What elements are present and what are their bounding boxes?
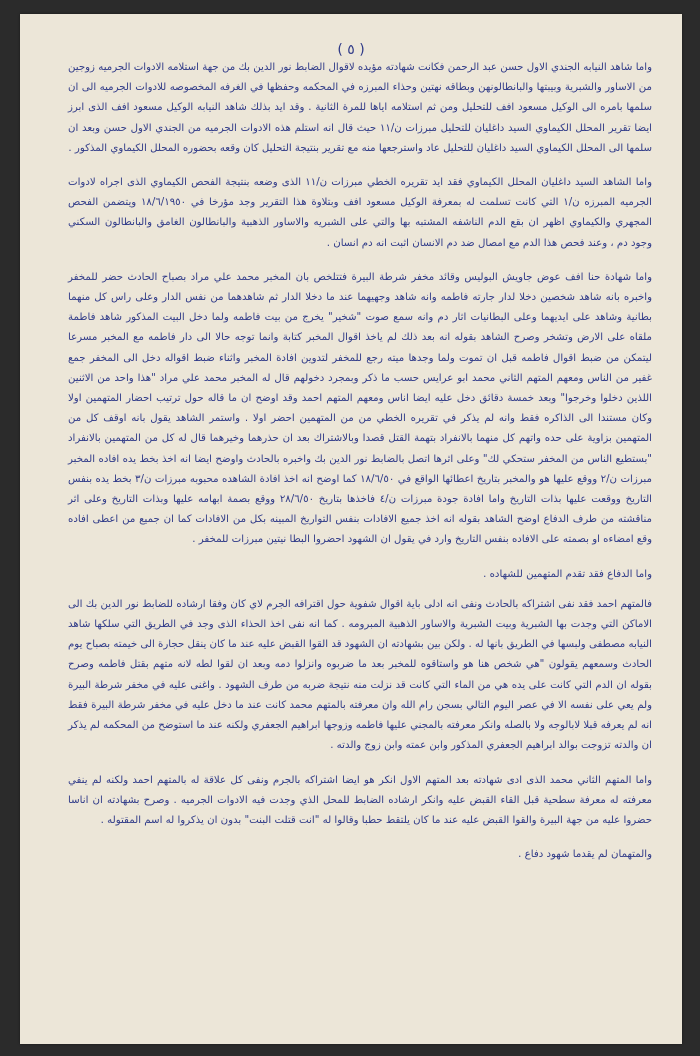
page-number: ( ٥ )	[337, 42, 365, 58]
document-body	[68, 58, 652, 875]
paragraph-accused-ahmad: فالمتهم احمد فقد نفى اشتراكه بالحادث ونفى انه ادلى باية اقوال شفوية حول اقترافه الجرم لاي كان وفقا ارشاده للضابط نور الدين بك الى الاماكن التي وجدت بها الشبرية وبيت الشبرية والاساور الذهبية المبرومه . كما انه نفى اخذ الحذاء الذى وجد في الطريق التي سلكها شاهد النيابه مصطفى ولبسها في الطريق بانها له . ولكن بين بشهادته ان الشهود قد القوا القبض عليه عند ما كان ينقل حجارة الى خيمته بصباح يوم الحادث وسمعهم يقولون "هي شخص هنا هو واستاقوه للمخبر بعد ما ضربوه وانزلوا دمه وبعد ان لقوا لطه لانه متهم بقتل فاطمه وصرح بقوله ان الدم التي كانت على يده هي من الماء التي كانت قد نزلت منه نتيجة ضربه من طرف الشهود . واغنى عليه في مخفر شرطة البيرة ولم يعي على نفسه الا في عصر اليوم التالي بسجن رام الله وان معرفته بالمتهم محمد كانت عند ما دخل عليه في مخفر شرطة البيرة فقط انه لم يعرفه قبلا لابالوجه ولا بالصله وانكر معرفته بالمجني عليها فاطمه وزوجها ابراهيم الجعفري ولكنه عند ما استوضح من المحكمه لم يذكر ان والدته تزوجت بوالد ابراهيم الجعفري المذكور وابن عمته وابن زوج والدته .	[68, 598, 652, 752]
paragraph-witness-soldier: واما شاهد النيابه الجندي الاول حسن عبد الرحمن فكانت شهادته مؤيده لاقوال الضابط نور الدين بك من جهة استلامه الادوات الجرميه زوجين من الاساور والشبرية وبيبتها والبانطالونهن وبطاقه نهتين وحذاء المبرزه في المحكمه وحفظها في الغرفه المخصوصه للادوات الجرميه الى ان سلمها بامره الى الوكيل مسعود افف للتحليل ومن ثم استلامه اياها للمرة الثانية . وقد ايد بذلك شاهد النيابه الوكيل مسعود افف الذى ابرز ايضا تقرير المحلل الكيماوي السيد داغليان للتحليل مبرزات ن/١١ حيث قال انه استلم هذه الادوات الجرميه من الجندي الاول حسن وبعد ان سلمها الى المحلل الكيماوي السيد داغليان للتحليل عاد واسترجعها منه مع تقرير بنتيجة التحليل كان وقعه بحضوره المحلل الكيماوي المذكور .	[68, 62, 652, 154]
paragraph-accused-mohammad: واما المتهم الثاني محمد الذى ادى شهادته بعد المتهم الاول انكر هو ايضا اشتراكه بالجرم ونفى كل علاقة له بالمتهم احمد ولكنه لم ينفي معرفته له معرفة سطحية قبل القاء القبض عليه وانكر ارشاده الضابط للمحل الذي وجدت فيه الادوات الجرميه . وصرح بشهادته ان اناسا حضروا عليه من جهة البيرة والقوا القبض عليه عند ما كان يلتقط حطبا وقالوا له "انت قتلت البنت" بدون ان يذكروا له اسم المقتوله .	[68, 774, 652, 826]
paragraph-defense-intro: واما الدفاع فقد تقدم المتهمين للشهاده .	[483, 568, 652, 580]
paragraph-no-witnesses: والمتهمان لم يقدما شهود دفاع .	[518, 849, 652, 861]
paragraph-chemist: واما الشاهد السيد داغليان المحلل الكيماوي فقد ايد تقريره الخطي مبرزات ن/١١ الذى وضعه بنتيجة الفحص الكيماوي الذى اجراه لادوات الجرميه المبرزه ن/١ التي كانت تسلمت له بمعرفة الوكيل مسعود افف وبتلاوة هذا التقرير وجد مؤرخا في ١٨/٦/١٩٥٠ ويتضمن الفحص المجهري والكيماوي اظهر ان بقع الدم الناشفه المشتبه بها والتي على الشبريه والاساور الذهبية والبانطالون الغامق والبانطالون السكني وجود دم ، وعند فحص هذا الدم مع امصال ضد دم الانسان اثبت انه دم انسان .	[68, 177, 653, 249]
paragraph-police-sergeant: واما شهادة حنا افف عوض جاويش البوليس وقائد مخفر شرطة البيرة فتتلخص بان المخبر محمد علي مراد بصباح الحادث حضر للمخفر واخبره بانه شاهد شخصين دخلا لدار جارته فاطمه وانه شاهد وجهيهما عند ما دخلا الدار ثم شاهدهما من نفس الدار وعلى راس كل منهما بطانية وشاهد على ايديهما وعلى البطانيات اثار دم وانه سمع صوت "شخير" يخرج من بيت فاطمه ولما دخل البيت المذكور شاهد فاطمة ملقاه على الارض وتشخر وصرح الشاهد بقوله انه بعد ذلك لم ياخذ اقوال المخبر كتابة وانما توجه حالا الى دار فاطمه مع المخبر مسرعا ليتمكن من ضبط اقوال فاطمه قبل ان تموت ولما وجدها ميته رجع للمخفر لتدوين افادة المخبر واثناء ضبط اقواله دخل الى المخفر جمع غفير من الناس ومعهم المتهم الثاني محمد ابو عرايس حسب ما ذكر وبمجرد دخولهم قال له المخبر محمد علي مراد "هذا واحد من الاثنين اللذين دخلوا وخرجوا" وبعد خمسة دقائق دخل عليه ايضا اناس ومعهم المتهم احمد وقد اوضح ان ما قاله حول ترتيب احضار المتهمين اولا وكان مستندا الى الذاكره فقط وانه لم يذكر في تقريره الخطي من من المتهمين احضر اولا . واستمر الشاهد يقول بانه اوقف كل من المتهمين بزاوية على حده واتهم كل منهما بالانفراد بتهمة القتل قصدا وبالاشتراك بعد ان حذرهما وخيرهما قال له كل من المتهمين بالانفراد "بستطيع الناس من المخفر ستحكي لك" وعلى اثرها اتصل بالضابط نور الدين بك واخبره بالحادث واوضح ايضا انه اخذ بخط يده افاده المخبر مبرزات ن/٢ ووقع عليها هو والمخبر بتاريخ اعطائها الواقع في ١٨/٦/٥٠ كما اوضح انه اخذ افادة الشاهده محبوبه مبرزات ن/٣ بخط يده بنفس التاريخ ووقعت عليها بذات التاريخ واما افادة جودة مبرزات ن/٤ فاخذها بتاريخ ٢٨/٦/٥٠ ووقع بصمة ابهامه عليها وبذات التاريخ وعلى اثر مناقشته من طرف الدفاع اوضح الشاهد بقوله انه اخذ جميع الافادات بنفس التواريخ المبينه بكل من الافادات كما ان جميع من اعطى افاده وقع امضاءه او بصمته على الافاده بنفس التاريخ وارد في يقول ان الشهود احضروا البطا نيتين مبرزات للمخفر .	[68, 271, 653, 546]
document-page	[20, 14, 682, 1044]
